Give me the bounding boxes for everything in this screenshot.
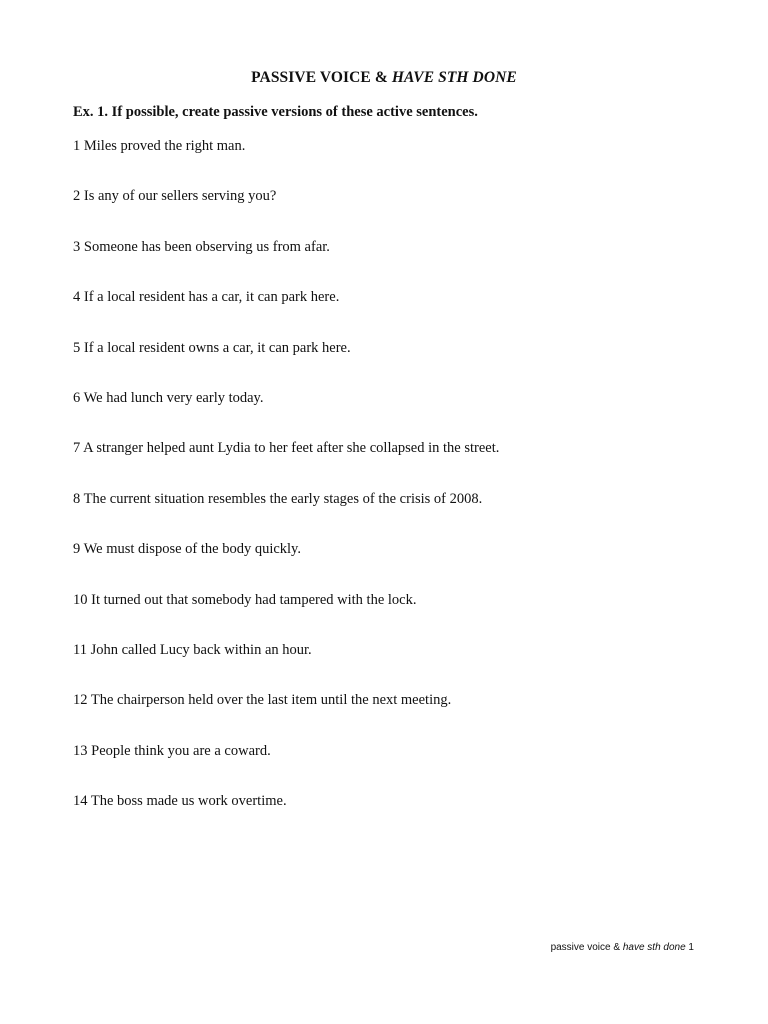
sentence-item: 7 A stranger helped aunt Lydia to her feet after she collapsed in the street. [73,440,500,457]
sentence-item: 2 Is any of our sellers serving you? [73,188,277,205]
sentence-item: 12 The chairperson held over the last item until the next meeting. [73,692,452,709]
sentence-item: 3 Someone has been observing us from afar. [73,238,330,255]
page-title [0,69,768,87]
sentence-item: 11 John called Lucy back within an hour. [73,641,312,658]
sentence-item: 9 We must dispose of the body quickly. [73,541,301,558]
sentence-item: 8 The current situation resembles the early stages of the crisis of 2008. [73,490,483,507]
sentence-item: 4 If a local resident has a car, it can park here. [73,289,340,306]
title-plain: PASSIVE VOICE & [251,69,392,86]
page-number: 1 [685,942,694,953]
sentence-item: 10 It turned out that somebody had tampered with the lock. [73,591,417,608]
sentence-item: 1 Miles proved the right man. [73,138,246,154]
exercise-instruction: Ex. 1. If possible, create passive versions of these active sentences. [73,104,478,120]
title-italic: HAVE STH DONE [391,69,517,86]
footer-plain: passive voice & [550,942,623,953]
sentence-item: 14 The boss made us work overtime. [73,793,287,810]
sentence-item: 5 If a local resident owns a car, it can park here. [73,339,351,356]
sentence-list [73,137,499,842]
page-footer [551,942,694,953]
sentence-item: 13 People think you are a coward. [73,742,271,759]
sentence-item: 6 We had lunch very early today. [73,389,264,406]
footer-italic: have sth done [622,942,686,953]
